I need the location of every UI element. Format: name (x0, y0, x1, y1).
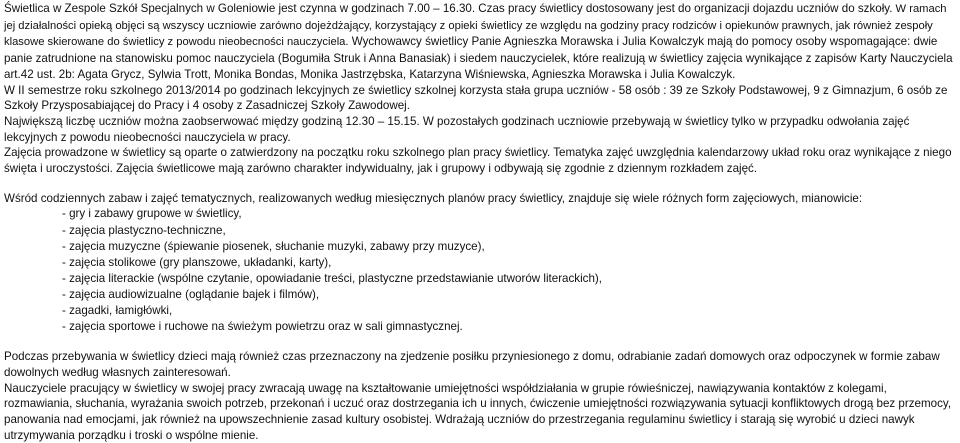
paragraph-enrollment: W II semestrze roku szkolnego 2013/2014 po godzinach lekcyjnych ze świetlicy szkolnej korzysta stała grupa uczniów - 58 osób : 39 ze Szkoły Podstawowej, 9 z Gimnazjum, 6 osób ze Szkoły Przysposabiającej do Pracy i 4 osoby z Zasadniczej Szkoły Zawodowej. (4, 83, 948, 113)
activities-list (4, 206, 956, 335)
paragraph-intro (4, 1, 956, 83)
list-item: - gry i zabawy grupowe w świetlicy, (62, 207, 242, 221)
list-item: - zajęcia muzyczne (śpiewanie piosenek, słuchanie muzyki, zabawy przy muzyce), (62, 239, 485, 253)
list-item: - zagadki, łamigłówki, (62, 304, 173, 317)
list-item: - zajęcia literackie (wspólne czytanie, opowiadanie treści, plastyczne przedstawianie utworów literackich), (62, 271, 602, 285)
list-item: - zajęcia stolikowe (gry planszowe, układanki, karty), (62, 255, 332, 269)
blank-line (4, 335, 956, 349)
intro-hours-text: Świetlica w Zespole Szkół Specjalnych w Goleniowie jest czynna w godzinach 7.00 – 16.30. Czas pracy świetlicy dostosowany jest do organizacji dojazdu uczniów do szkoły. (4, 2, 893, 15)
paragraph-meals: Podczas przebywania w świetlicy dzieci mają również czas przeznaczony na zjedzenie posiłku przyniesionego z domu, odrabianie zadań domowych oraz odpoczynek w formie zabaw dowolnych według własnych zainteresowań. (4, 350, 940, 379)
list-item: - zajęcia sportowe i ruchowe na świeżym powietrzu oraz w sali gimnastycznej. (62, 320, 463, 334)
list-item: - zajęcia plastyczno-techniczne, (62, 223, 226, 237)
intro-staff-text: Wychowawcy świetlicy Panie Agnieszka Morawska i Julia Kowalczyk mają do pomocy osoby wspomagające: dwie panie zatrudnione na stanowisku pomoc nauczyciela (Bogumiła Struk i Anna Banasiak) i siedem nauczycielek, które realizują w świetlicy zajęcia wynikające z zapisów Karty Nauczyciela art.42 ust. 2b: Agata Grycz, Sylwia Trott, Monika Bondas, Monika Jastrzębska, Katarzyna Wiśniewska, Agnieszka Morawska i Julia Kowalczyk. (4, 35, 953, 81)
intro-scope-text: W ramach jej działalności opieką objęci są wszyscy uczniowie zarówno dojeżdżający, korzystający z opieki świetlicy ze względu na godziny pracy rodziców i opiekunów prawnych, jak również zespoły klasowe skierowane do świetlicy z powodu nieobecności nauczyciela. (4, 3, 947, 49)
list-item: - zajęcia audiowizualne (oglądanie bajek i filmów), (62, 287, 320, 301)
paragraph-peak-hours: Największą liczbę uczniów można zaobserwować między godziną 12.30 – 15.15. W pozostałych godzinach uczniowie przebywają w świetlicy tylko w przypadku odwołania zajęć lekcyjnych z powodu nieobecności nauczyciela w pracy. (4, 114, 910, 144)
blank-line (4, 177, 956, 191)
paragraph-activities-intro: Wśród codziennych zabaw i zajęć tematycznych, realizowanych według miesięcznych planów pracy świetlicy, znajduje się wiele różnych form zajęciowych, mianowicie: (4, 191, 863, 205)
paragraph-plan: Zajęcia prowadzone w świetlicy są oparte o zatwierdzony na początku roku szkolnego plan pracy świetlicy. Tematyka zajęć uwzględnia kalendarzowy układ roku oraz wynikające z niego święta i uroczystości. Zajęcia świetlicowe mają zarówno charakter indywidualny, jak i grupowy i odbywają się zgodnie z dziennym rozkładem zajęć. (4, 146, 952, 176)
paragraph-teachers: Nauczyciele pracujący w świetlicy w swojej pracy zwracają uwagę na kształtowanie umiejętności współdziałania w grupie rówieśniczej, nawiązywania kontaktów z kolegami, rozmawiania, słuchania, wyrażania swoich potrzeb, przekonań i uczuć oraz dostrzegania ich u innych, ćwiczenie umiejętności rozwiązywania sytuacji konfliktowych drogą bez przemocy, panowania nad emocjami, jak również na upowszechnienie zasad kultury osobistej. Wdrażają uczniów do przestrzegania regulaminu świetlicy i starają się wyrobić u dzieci nawyk utrzymywania porządku i troski o wspólne mienie. (4, 381, 952, 442)
